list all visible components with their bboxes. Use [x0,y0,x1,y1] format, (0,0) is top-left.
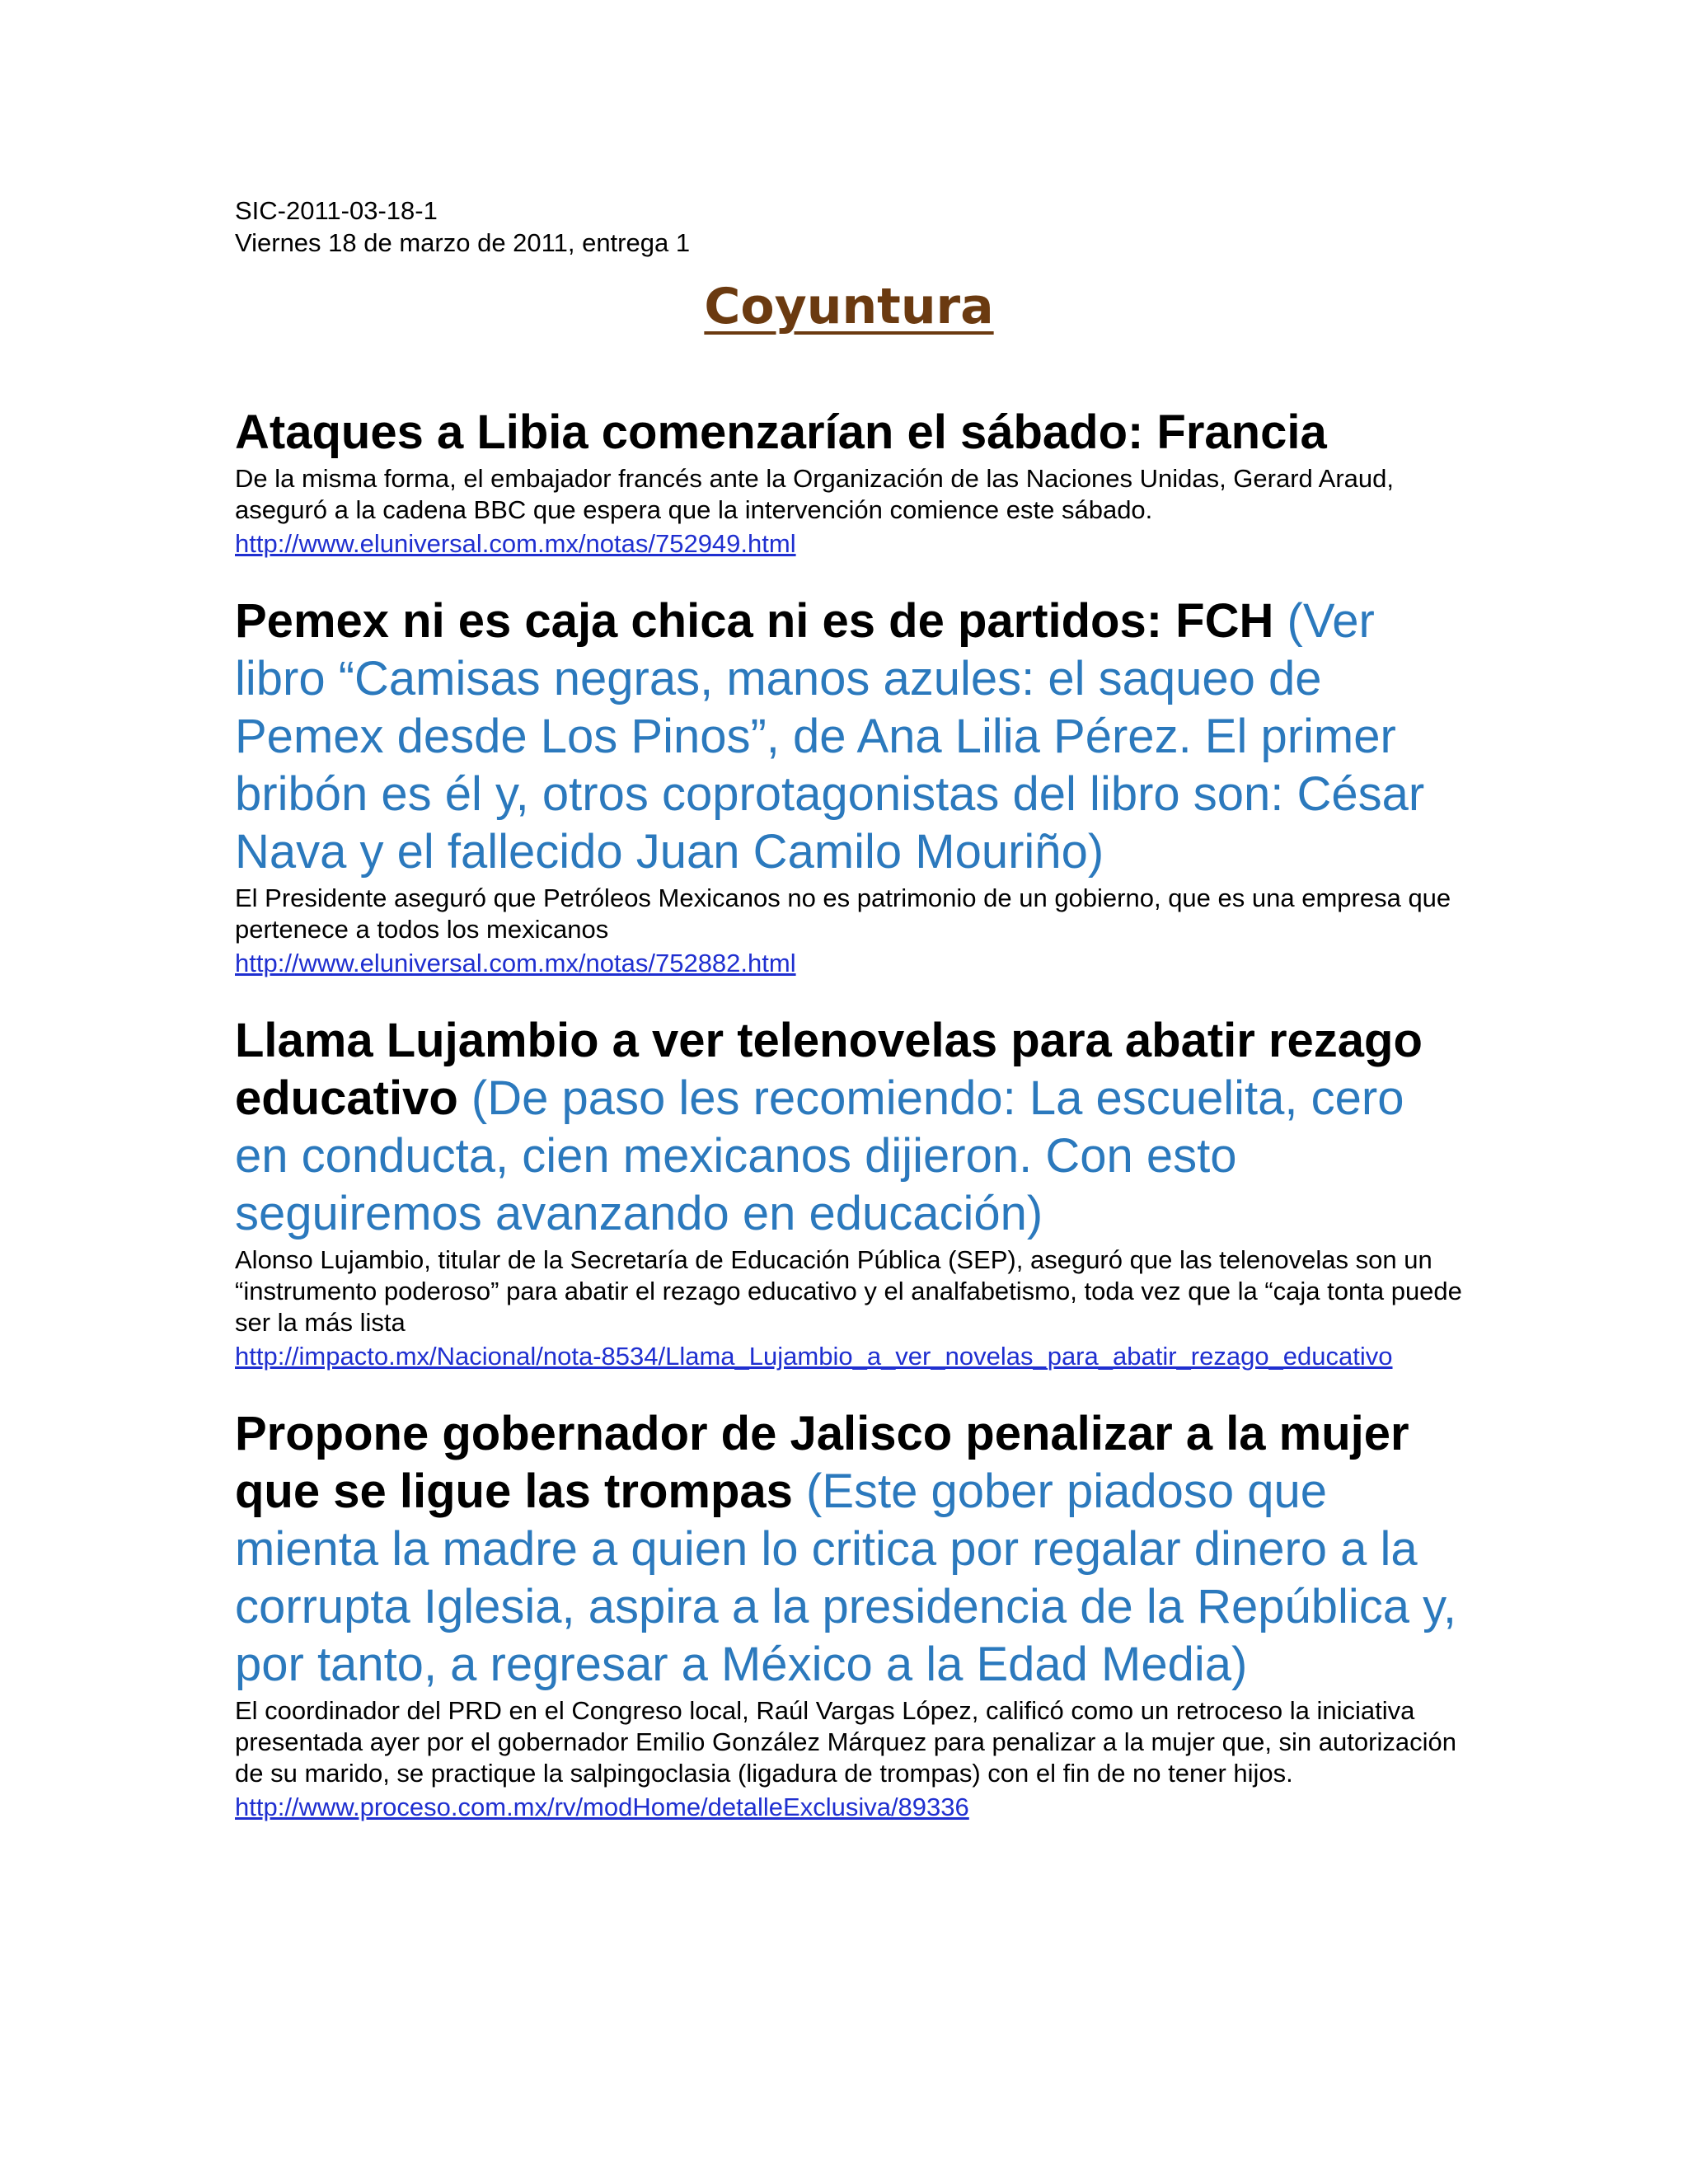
headline-text: Propone gobernador de Jalisco penalizar a la mujer que se ligue las trompas [235,1407,1409,1518]
article-link[interactable]: http://impacto.mx/Nacional/nota-8534/Llama_Lujambio_a_ver_novelas_para_abatir_rezago_educativo [235,1342,1393,1371]
article-link[interactable]: http://www.eluniversal.com.mx/notas/752882.html [235,949,796,977]
article-headline [235,404,1463,462]
editorial-comment: (Este gober piadoso que mienta la madre a quien lo critica por regalar dinero a la corrupta Iglesia, aspira a la presidencia de la República y, por tanto, a regresar a México a la Edad Media) [235,1465,1456,1691]
article-4 [235,1405,1463,1825]
document-id: SIC-2011-03-18-1 [235,196,438,225]
article-headline [235,1012,1463,1243]
headline-text: Llama Lujambio a ver telenovelas para abatir rezago educativo [235,1014,1423,1125]
article-1 [235,404,1463,561]
article-3 [235,1012,1463,1374]
article-link[interactable]: http://www.eluniversal.com.mx/notas/752949.html [235,529,796,558]
article-summary: Alonso Lujambio, titular de la Secretaría de Educación Pública (SEP), aseguró que las telenovelas son un “instrumento poderoso” para abatir el rezago educativo y el analfabetismo, toda vez que la “caja tonta puede ser la más lista [235,1245,1462,1337]
document-page [235,194,1463,1856]
document-header [235,194,1463,259]
editorial-comment: (De paso les recomiendo: La escuelita, cero en conducta, cien mexicanos dijieron. Con esto seguiremos avanzando en educación) [235,1071,1404,1240]
headline-text: Ataques a Libia comenzarían el sábado: Francia [235,405,1327,459]
section-title: Coyuntura [704,278,994,335]
date-line: Viernes 18 de marzo de 2011, entrega 1 [235,228,691,257]
article-headline [235,1405,1463,1694]
editorial-comment: (Ver libro “Camisas negras, manos azules: el saqueo de Pemex desde Los Pinos”, de Ana Lilia Pérez. El primer bribón es él y, otros coprotagonistas del libro son: César Nava y el fallecido Juan Camilo Mouriño) [235,594,1425,879]
article-2 [235,593,1463,981]
article-link[interactable]: http://www.proceso.com.mx/rv/modHome/detalleExclusiva/89336 [235,1793,969,1821]
article-summary: De la misma forma, el embajador francés ante la Organización de las Naciones Unidas, Gerard Araud, aseguró a la cadena BBC que espera que la intervención comience este sábado. [235,464,1395,524]
article-summary: El Presidente aseguró que Petróleos Mexicanos no es patrimonio de un gobierno, que es una empresa que pertenece a todos los mexicanos [235,883,1451,944]
article-headline [235,593,1463,881]
article-summary: El coordinador del PRD en el Congreso local, Raúl Vargas López, calificó como un retroceso la iniciativa presentada ayer por el gobernador Emilio González Márquez para penalizar a la mujer que, sin autorización de su marido, se practique la salpingoclasia (ligadura de trompas) con el fin de no tener hijos. [235,1696,1456,1788]
headline-text: Pemex ni es caja chica ni es de partidos: FCH [235,594,1274,648]
